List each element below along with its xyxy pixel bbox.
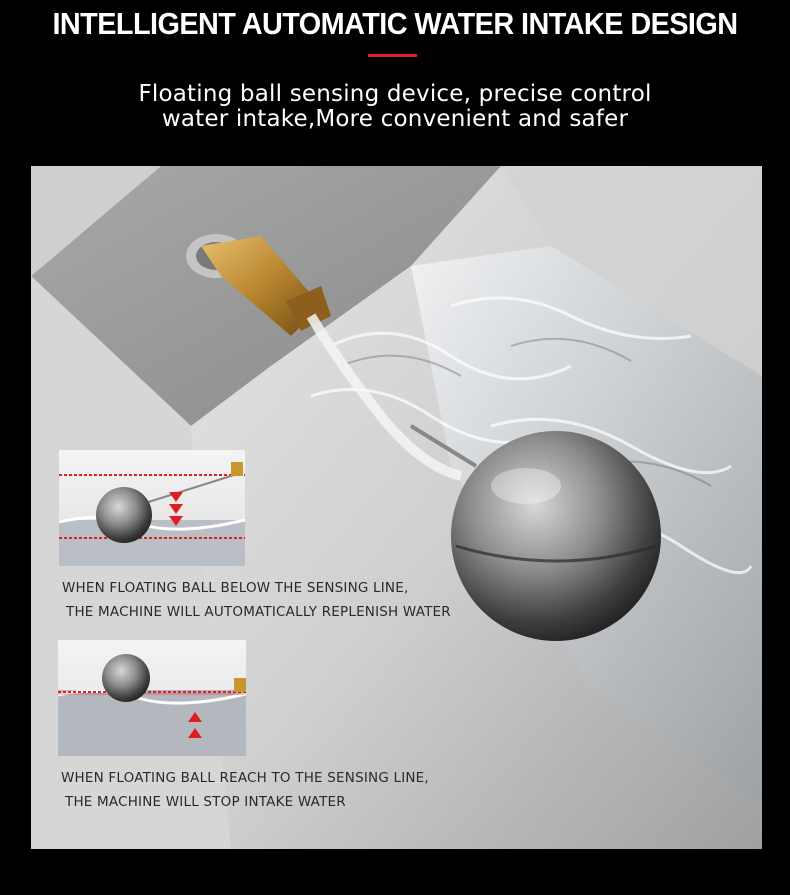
headline: INTELLIGENT AUTOMATIC WATER INTAKE DESIGN (52, 6, 738, 41)
arrow-up-icon (188, 712, 202, 742)
inset-diagram-2 (58, 640, 246, 756)
headline-accent-line (368, 54, 417, 57)
inset-at-sensing-line (58, 640, 246, 756)
product-photo (31, 166, 762, 849)
subtitle-line-1: Floating ball sensing device, precise control (138, 81, 652, 107)
caption-2-line-1: WHEN FLOATING BALL REACH TO THE SENSING LINE, (61, 770, 429, 786)
caption-1 (62, 576, 451, 624)
arrow-down-icon (169, 492, 183, 528)
caption-2-line-2: THE MACHINE WILL STOP INTAKE WATER (65, 794, 346, 810)
inset-below-sensing-line (59, 450, 245, 566)
subtitle (0, 82, 790, 132)
caption-1-line-2: THE MACHINE WILL AUTOMATICALLY REPLENISH WATER (66, 604, 451, 620)
caption-2 (61, 766, 429, 814)
inset-diagram-1 (59, 450, 245, 566)
subtitle-line-2: water intake,More convenient and safer (161, 106, 629, 132)
caption-1-line-1: WHEN FLOATING BALL BELOW THE SENSING LINE, (62, 580, 409, 596)
